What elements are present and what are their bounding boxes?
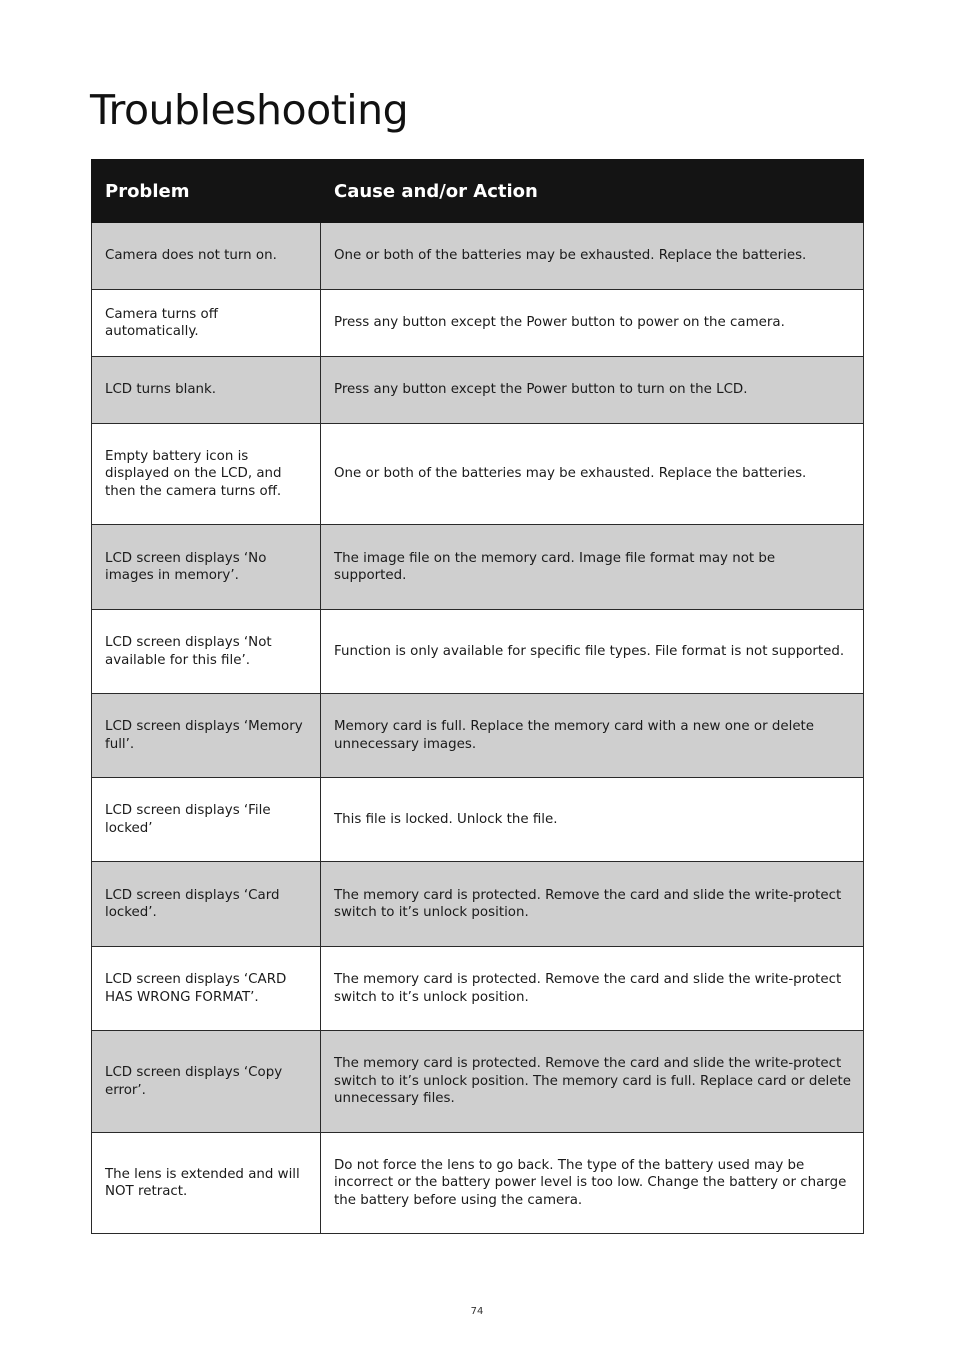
cause-cell: One or both of the batteries may be exhausted. Replace the batteries. xyxy=(321,223,864,290)
problem-cell: The lens is extended and will NOT retract. xyxy=(92,1133,321,1234)
table-row xyxy=(92,1031,864,1133)
problem-cell: Camera does not turn on. xyxy=(92,223,321,290)
cause-cell: The image file on the memory card. Image file format may not be supported. xyxy=(321,525,864,610)
table-row xyxy=(92,1133,864,1234)
table-row xyxy=(92,223,864,290)
cause-cell: The memory card is protected. Remove the card and slide the write-protect switch to it’s unlock position. xyxy=(321,947,864,1031)
table-row xyxy=(92,862,864,947)
problem-cell: LCD screen displays ‘Card locked’. xyxy=(92,862,321,947)
cause-column-header: Cause and/or Action xyxy=(321,160,864,223)
cause-cell: Press any button except the Power button to power on the camera. xyxy=(321,290,864,357)
table-row xyxy=(92,290,864,357)
table-row xyxy=(92,424,864,525)
troubleshooting-table xyxy=(91,159,864,1234)
problem-cell: LCD screen displays ‘File locked’ xyxy=(92,778,321,862)
cause-cell: Do not force the lens to go back. The type of the battery used may be incorrect or the battery power level is too low. Change the battery or charge the battery before using the camera. xyxy=(321,1133,864,1234)
problem-column-header: Problem xyxy=(92,160,321,223)
cause-cell: Press any button except the Power button to turn on the LCD. xyxy=(321,357,864,424)
problem-cell: LCD screen displays ‘Copy error’. xyxy=(92,1031,321,1133)
table-row xyxy=(92,947,864,1031)
table-row xyxy=(92,610,864,694)
page-number: 74 xyxy=(470,1306,484,1317)
problem-cell: Empty battery icon is displayed on the LCD, and then the camera turns off. xyxy=(92,424,321,525)
problem-cell: LCD screen displays ‘Not available for this file’. xyxy=(92,610,321,694)
cause-cell: The memory card is protected. Remove the card and slide the write-protect switch to it’s unlock position. The memory card is full. Replace card or delete unnecessary files. xyxy=(321,1031,864,1133)
cause-cell: Memory card is full. Replace the memory card with a new one or delete unnecessary images. xyxy=(321,694,864,778)
problem-cell: LCD screen displays ‘Memory full’. xyxy=(92,694,321,778)
cause-cell: The memory card is protected. Remove the card and slide the write-protect switch to it’s unlock position. xyxy=(321,862,864,947)
problem-cell: Camera turns off automatically. xyxy=(92,290,321,357)
table-header-row xyxy=(92,160,864,223)
cause-cell: Function is only available for specific file types. File format is not supported. xyxy=(321,610,864,694)
cause-cell: One or both of the batteries may be exhausted. Replace the batteries. xyxy=(321,424,864,525)
table-row xyxy=(92,357,864,424)
page-title: Troubleshooting xyxy=(90,86,409,134)
table-row xyxy=(92,525,864,610)
table-row xyxy=(92,694,864,778)
problem-cell: LCD turns blank. xyxy=(92,357,321,424)
cause-cell: This file is locked. Unlock the file. xyxy=(321,778,864,862)
problem-cell: LCD screen displays ‘No images in memory’. xyxy=(92,525,321,610)
table-row xyxy=(92,778,864,862)
problem-cell: LCD screen displays ‘CARD HAS WRONG FORMAT’. xyxy=(92,947,321,1031)
